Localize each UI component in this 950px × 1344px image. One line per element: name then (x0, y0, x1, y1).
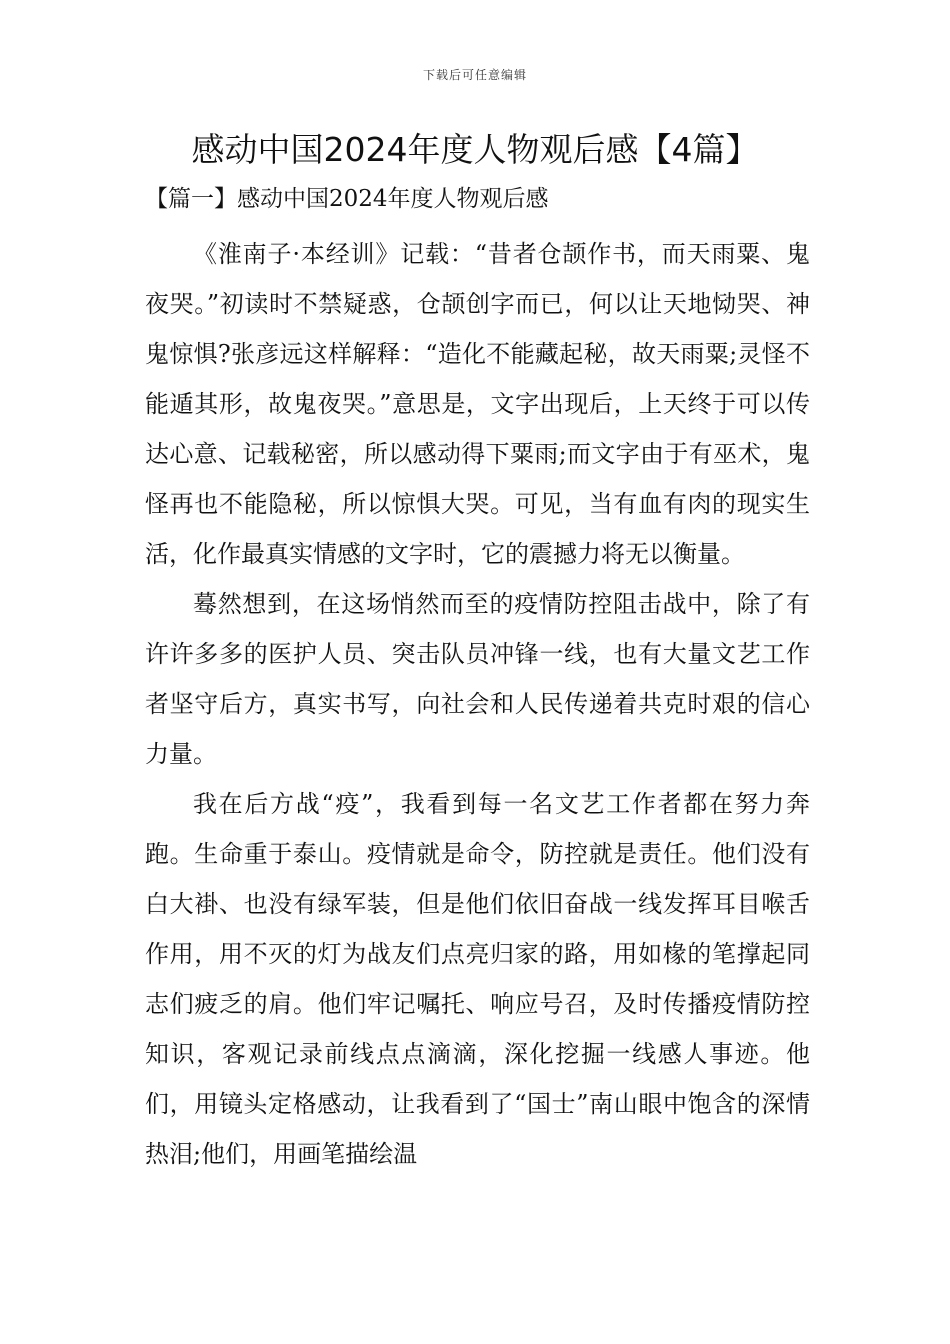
body-text (145, 229, 810, 1179)
section-heading: 【篇一】感动中国2024年度人物观后感 (145, 186, 549, 212)
paragraph: 蓦然想到，在这场悄然而至的疫情防控阻击战中，除了有许许多多的医护人员、突击队员冲锋一线，也有大量文艺工作者坚守后方，真实书写，向社会和人民传递着共克时艰的信心力量。 (145, 590, 810, 768)
header-note: 下载后可任意编辑 (422, 68, 527, 82)
document-title: 感动中国2024年度人物观后感【4篇】 (191, 130, 759, 169)
paragraph: 《淮南子·本经训》记载：“昔者仓颉作书，而天雨粟、鬼夜哭。”初读时不禁疑惑，仓颉创字而已，何以让天地恸哭、神鬼惊惧?张彦远这样解释：“造化不能藏起秘，故天雨粟;灵怪不能遁其形，故鬼夜哭。”意思是，文字出现后，上天终于可以传达心意、记载秘密，所以感动得下粟雨;而文字由于有巫术，鬼怪再也不能隐秘，所以惊惧大哭。可见，当有血有肉的现实生活，化作最真实情感的文字时，它的震撼力将无以衡量。 (145, 240, 810, 568)
paragraph: 我在后方战“疫”，我看到每一名文艺工作者都在努力奔跑。生命重于泰山。疫情就是命令，防控就是责任。他们没有白大褂、也没有绿军装，但是他们依旧奋战一线发挥耳目喉舌作用，用不灭的灯为战友们点亮归家的路，用如椽的笔撑起同志们疲乏的肩。他们牢记嘱托、响应号召，及时传播疫情防控知识，客观记录前线点点滴滴，深化挖掘一线感人事迹。他们，用镜头定格感动，让我看到了“国士”南山眼中饱含的深情热泪;他们，用画笔描绘温 (145, 790, 810, 1168)
